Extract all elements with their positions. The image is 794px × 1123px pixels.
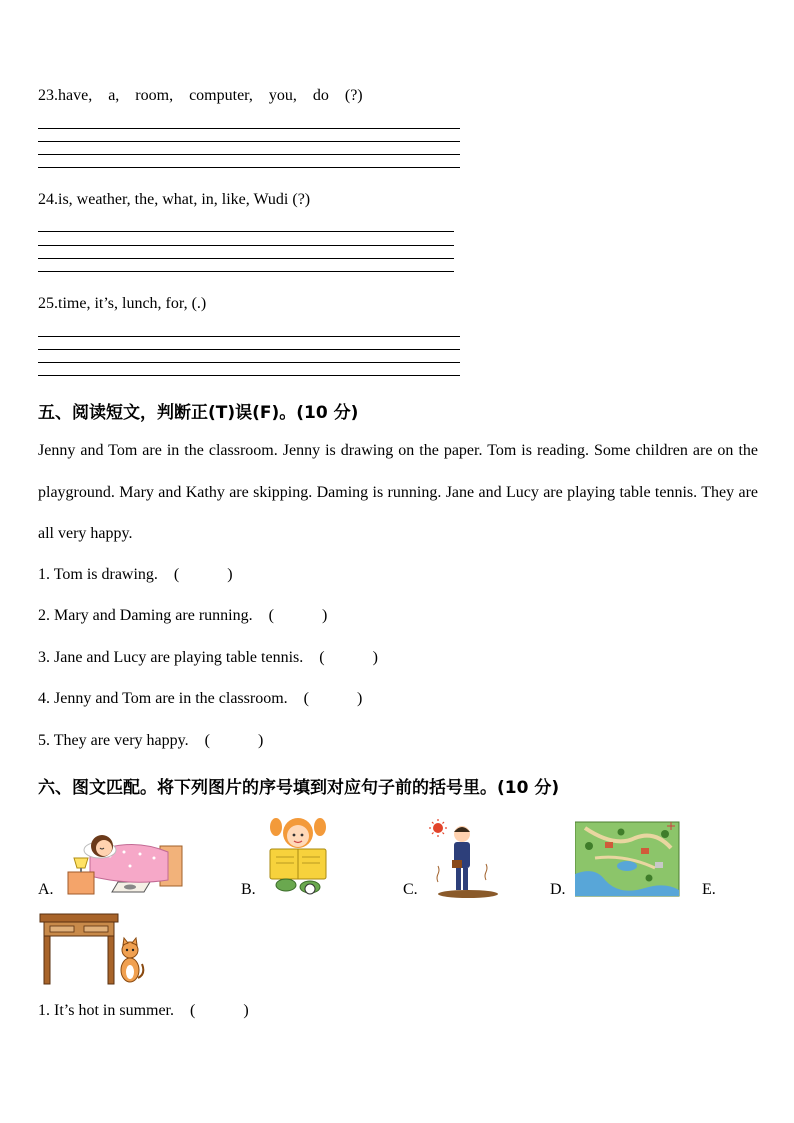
girl-reading-picture: [266, 813, 330, 897]
reading-passage: Jenny and Tom are in the classroom. Jenny is drawing on the paper. Tom is reading. Some children are on the playground. Mary and Kathy are skipping. Daming is running. Jane and Lucy are playing table tennis. They are all very happy.: [38, 442, 758, 542]
option-e-label: E.: [702, 881, 716, 898]
question-25: 25.time, it’s, lunch, for, (.): [38, 295, 207, 312]
section-6-heading: 六、图文匹配。将下列图片的序号填到对应句子前的括号里。(10 分): [38, 778, 560, 798]
judge-item-3: 3. Jane and Lucy are playing table tennis. ( ): [38, 649, 378, 666]
option-c-label: C.: [403, 881, 418, 898]
girl-sleeping-picture: [60, 824, 186, 896]
park-map-picture: [575, 818, 681, 898]
answer-line[interactable]: [38, 154, 460, 155]
answer-line[interactable]: [38, 349, 460, 350]
judge-item-4: 4. Jenny and Tom are in the classroom. ( ): [38, 690, 363, 707]
judge-item-5: 5. They are very happy. ( ): [38, 732, 264, 749]
answer-line[interactable]: [38, 167, 460, 168]
option-a-label: A.: [38, 881, 54, 898]
desk-cat-picture: [38, 912, 146, 986]
answer-line[interactable]: [38, 271, 454, 272]
judge-item-2: 2. Mary and Daming are running. ( ): [38, 607, 328, 624]
judge-item-1: 1. Tom is drawing. ( ): [38, 566, 233, 583]
answer-line[interactable]: [38, 336, 460, 337]
section-5-heading: 五、阅读短文，判断正(T)误(F)。(10 分): [38, 403, 359, 423]
man-hot-sun-picture: [428, 818, 500, 898]
answer-line[interactable]: [38, 258, 454, 259]
option-b-label: B.: [241, 881, 256, 898]
answer-line[interactable]: [38, 362, 460, 363]
answer-line[interactable]: [38, 231, 454, 232]
question-24: 24.is, weather, the, what, in, like, Wudi (?): [38, 191, 311, 208]
question-23: 23.have, a, room, computer, you, do (?): [38, 87, 363, 104]
answer-line[interactable]: [38, 128, 460, 129]
answer-line[interactable]: [38, 245, 454, 246]
answer-line[interactable]: [38, 141, 460, 142]
option-d-label: D.: [550, 881, 566, 898]
answer-line[interactable]: [38, 375, 460, 376]
match-item-1: 1. It’s hot in summer. ( ): [38, 1002, 249, 1019]
